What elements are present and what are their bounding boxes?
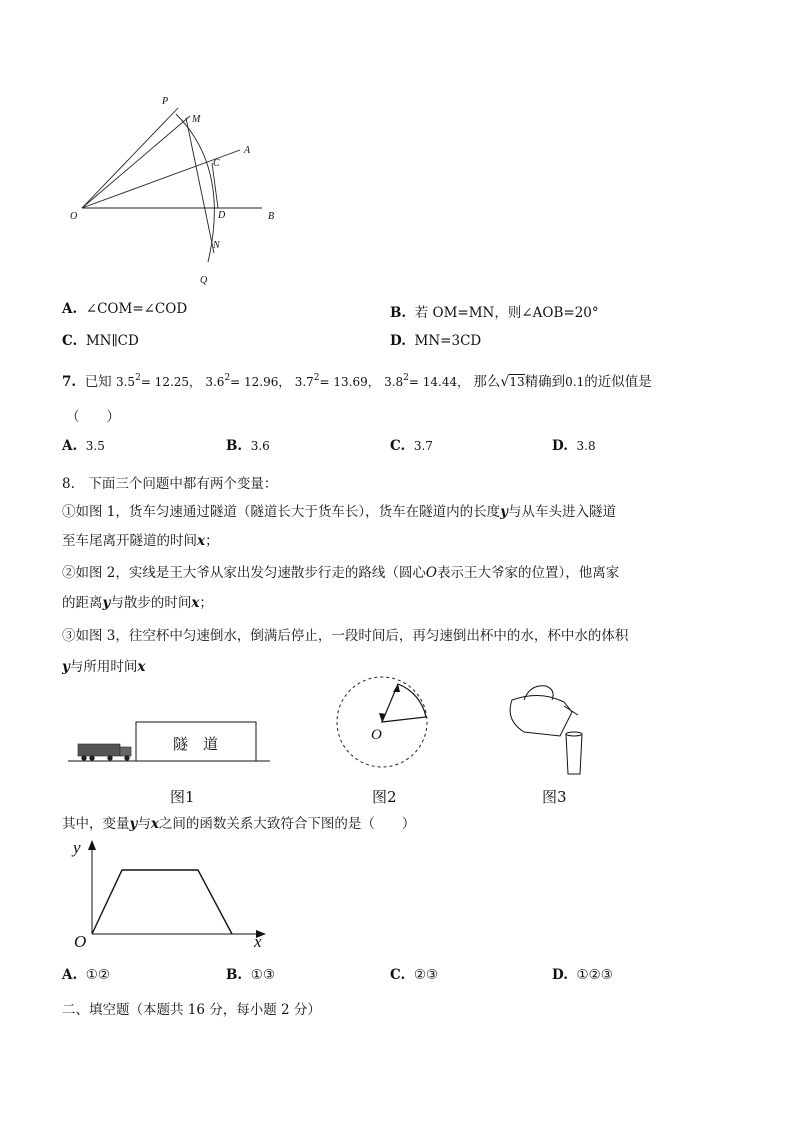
- label-o: O: [70, 211, 78, 222]
- q7-option-b[interactable]: B. 3.6: [226, 438, 270, 454]
- label-b: B: [268, 211, 275, 222]
- sqrt-radicand: 13: [509, 375, 525, 389]
- graph-y-label: y: [73, 838, 81, 857]
- label-n: N: [213, 240, 220, 251]
- q8-stem: 8. 下面三个问题中都有两个变量：: [62, 476, 278, 492]
- q8-item1-line1: ①如图 1，货车匀速通过隧道（隧道长大于货车长），货车在隧道内的长度y与从车头进入隧道: [62, 504, 616, 520]
- q8-question: 其中，变量y与x之间的函数关系大致符合下图的是（ ）: [62, 816, 416, 832]
- q6-option-d[interactable]: D. MN=3CD: [390, 333, 482, 349]
- label-q: Q: [200, 275, 208, 286]
- label-d: D: [218, 210, 226, 221]
- graph-y-arrow: [88, 840, 96, 850]
- q6-option-a[interactable]: A. ∠COM=∠COD: [62, 301, 188, 317]
- q6-option-c[interactable]: C. MN∥CD: [62, 333, 139, 349]
- q7-answer-paren: （ ）: [66, 409, 120, 425]
- label-p: P: [162, 96, 169, 107]
- tunnel-label: 隧 道: [173, 735, 219, 753]
- q8-item2-line2: 的距离y与散步的时间x；: [62, 595, 213, 611]
- q8-item2-line1: ②如图 2，实线是王大爷从家出发匀速散步行走的路线（圆心O表示王大爷家的位置），他离家: [62, 565, 620, 581]
- fig1-caption: 图1: [170, 788, 195, 806]
- sqrt-symbol: √: [500, 374, 510, 390]
- label-a: A: [244, 145, 251, 156]
- section2-title: 二、填空题（本题共 16 分，每小题 2 分）: [62, 1002, 321, 1018]
- fig2-caption: 图2: [372, 788, 397, 806]
- q8-option-a[interactable]: A. ①②: [62, 967, 110, 983]
- q8-item1-line2: 至车尾离开隧道的时间x；: [62, 533, 219, 549]
- fig3-caption: 图3: [542, 788, 567, 806]
- q7-option-a[interactable]: A. 3.5: [62, 438, 105, 454]
- graph-x-label: x: [254, 932, 262, 951]
- q8-item3-line2: y与所用时间x: [62, 659, 146, 675]
- q7-option-d[interactable]: D. 3.8: [552, 438, 596, 454]
- label-m: M: [192, 114, 201, 125]
- q6-option-b[interactable]: B. 若 OM=MN，则∠AOB=20°: [390, 305, 599, 321]
- q8-option-d[interactable]: D. ①②③: [552, 967, 613, 983]
- label-c: C: [213, 158, 220, 169]
- graph-origin-label: O: [74, 932, 87, 951]
- q8-option-c[interactable]: C. ②③: [390, 967, 439, 983]
- q7-option-c[interactable]: C. 3.7: [390, 438, 433, 454]
- graph-trapezoid-line: [92, 870, 232, 934]
- q8-option-b[interactable]: B. ①③: [226, 967, 275, 983]
- q7-stem: 7. 已知 $3.5^2= 12.25$， $3.6^2= 12.96$， $3.7^2= 13.69$， $3.8^2= 14.44$， 那么√13精确到0.1的近似值是: [62, 373, 652, 390]
- q8-item3-line1: ③如图 3，往空杯中匀速倒水，倒满后停止，一段时间后，再匀速倒出杯中的水，杯中水的体积: [62, 628, 629, 644]
- circle-center-label: O: [371, 727, 382, 743]
